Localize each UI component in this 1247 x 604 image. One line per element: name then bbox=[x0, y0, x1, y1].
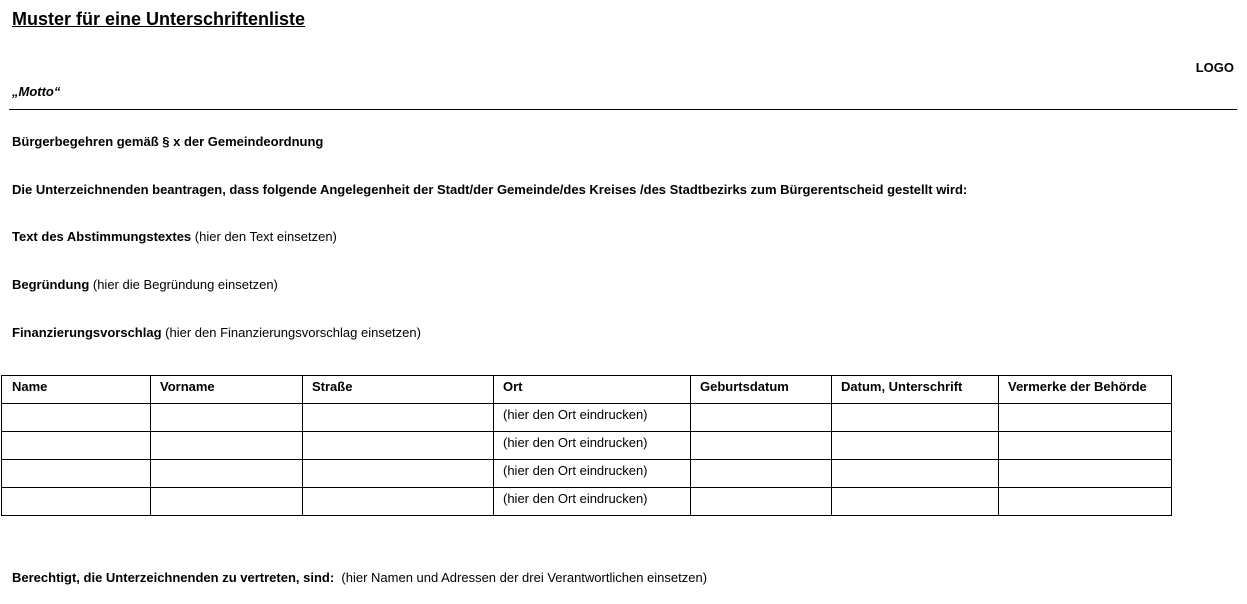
cell-place: (hier den Ort eindrucken) bbox=[494, 432, 691, 460]
cell-date-signature bbox=[832, 488, 999, 516]
cell-street bbox=[303, 488, 494, 516]
cell-name bbox=[2, 404, 151, 432]
cell-birthdate bbox=[691, 488, 832, 516]
ballot-text-label: Text des Abstimmungstextes bbox=[12, 229, 192, 244]
subject-line: Bürgerbegehren gemäß § x der Gemeindeordnung bbox=[12, 134, 324, 149]
funding-line bbox=[12, 325, 421, 340]
reason-line bbox=[12, 277, 278, 292]
cell-authority-notes bbox=[999, 404, 1172, 432]
cell-place: (hier den Ort eindrucken) bbox=[494, 488, 691, 516]
cell-authority-notes bbox=[999, 488, 1172, 516]
table-header-row bbox=[2, 376, 1172, 404]
cell-authority-notes bbox=[999, 432, 1172, 460]
cell-authority-notes bbox=[999, 460, 1172, 488]
logo-placeholder: LOGO bbox=[1195, 60, 1234, 75]
table-row bbox=[2, 432, 1172, 460]
cell-first-name bbox=[151, 460, 303, 488]
cell-street bbox=[303, 404, 494, 432]
cell-birthdate bbox=[691, 432, 832, 460]
representatives-line bbox=[12, 570, 707, 585]
column-header-name: Name bbox=[2, 376, 151, 404]
cell-first-name bbox=[151, 432, 303, 460]
cell-place: (hier den Ort eindrucken) bbox=[494, 460, 691, 488]
cell-date-signature bbox=[832, 404, 999, 432]
column-header-first-name: Vorname bbox=[151, 376, 303, 404]
representatives-label: Berechtigt, die Unterzeichnenden zu vertreten, sind: bbox=[12, 570, 335, 585]
cell-birthdate bbox=[691, 460, 832, 488]
cell-name bbox=[2, 460, 151, 488]
cell-birthdate bbox=[691, 404, 832, 432]
cell-name bbox=[2, 488, 151, 516]
ballot-text-hint: (hier den Text einsetzen) bbox=[191, 229, 337, 244]
column-header-place: Ort bbox=[494, 376, 691, 404]
table-row bbox=[2, 460, 1172, 488]
document-title: Muster für eine Unterschriftenliste bbox=[12, 9, 306, 29]
ballot-text-line bbox=[12, 229, 337, 244]
signature-table bbox=[1, 375, 1172, 516]
representatives-hint: (hier Namen und Adressen der drei Verantwortlichen einsetzen) bbox=[334, 570, 708, 585]
reason-label: Begründung bbox=[12, 277, 90, 292]
cell-street bbox=[303, 432, 494, 460]
request-line: Die Unterzeichnenden beantragen, dass folgende Angelegenheit der Stadt/der Gemeinde/des Kreises /des Stadtbezirks zum Bürgerentscheid gestellt wird: bbox=[12, 182, 968, 197]
column-header-birthdate: Geburtsdatum bbox=[691, 376, 832, 404]
funding-hint: (hier den Finanzierungsvorschlag einsetzen) bbox=[161, 325, 421, 340]
column-header-street: Straße bbox=[303, 376, 494, 404]
cell-place: (hier den Ort eindrucken) bbox=[494, 404, 691, 432]
column-header-authority-notes: Vermerke der Behörde bbox=[999, 376, 1172, 404]
cell-name bbox=[2, 432, 151, 460]
cell-date-signature bbox=[832, 460, 999, 488]
reason-hint: (hier die Begründung einsetzen) bbox=[89, 277, 278, 292]
cell-date-signature bbox=[832, 432, 999, 460]
header-divider bbox=[9, 109, 1237, 110]
funding-label: Finanzierungsvorschlag bbox=[12, 325, 162, 340]
table-row bbox=[2, 404, 1172, 432]
cell-first-name bbox=[151, 488, 303, 516]
motto: „Motto“ bbox=[12, 84, 61, 99]
column-header-date-signature: Datum, Unterschrift bbox=[832, 376, 999, 404]
cell-first-name bbox=[151, 404, 303, 432]
table-row bbox=[2, 488, 1172, 516]
cell-street bbox=[303, 460, 494, 488]
